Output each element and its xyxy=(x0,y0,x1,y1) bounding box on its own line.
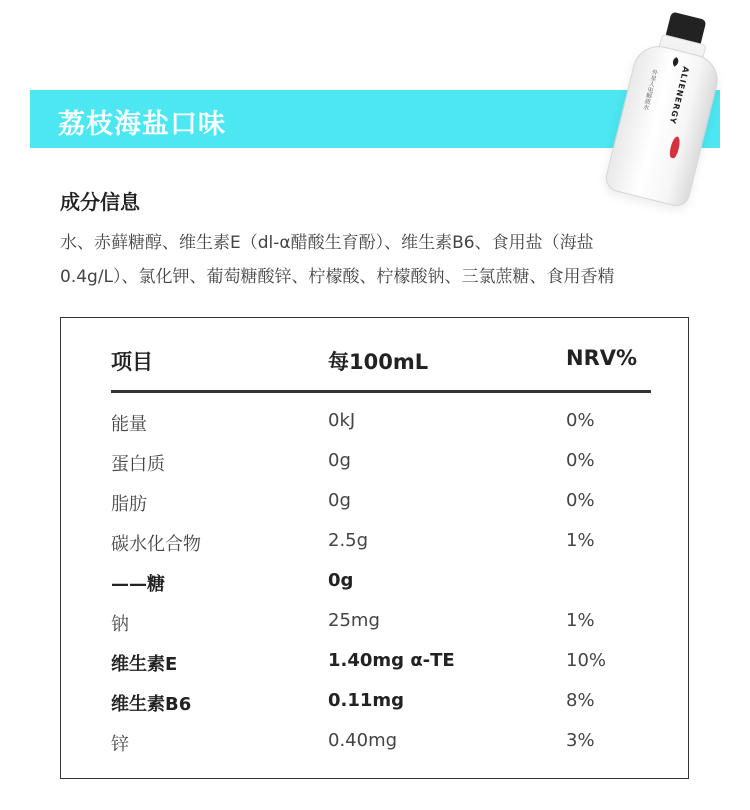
row-item: 锌 xyxy=(111,734,129,755)
header-item: 项目 xyxy=(111,350,153,374)
row-per100ml: 2.5g xyxy=(328,530,369,551)
row-item: 蛋白质 xyxy=(111,454,165,475)
row-nrv: 8% xyxy=(566,690,595,711)
row-per100ml: 1.40mg α-TE xyxy=(328,650,455,671)
bottle-sub-label: 外星人电解质水 xyxy=(641,68,659,111)
row-nrv: 0% xyxy=(566,410,595,431)
ingredients-title: 成分信息 xyxy=(60,190,140,214)
row-per100ml: 25mg xyxy=(328,610,380,631)
row-item: 碳水化合物 xyxy=(111,534,201,555)
row-per100ml: 0kJ xyxy=(328,410,356,431)
row-per100ml: 0g xyxy=(328,450,351,471)
table-header xyxy=(111,346,651,386)
row-nrv: 0% xyxy=(566,490,595,511)
table-row xyxy=(111,570,651,600)
table-row xyxy=(111,690,651,720)
bottle-brand: ALIENERGY xyxy=(667,65,691,126)
flavor-title: 荔枝海盐口味 xyxy=(58,109,226,140)
bottle-illustration xyxy=(589,2,750,215)
row-nrv: 1% xyxy=(566,530,595,551)
table-row xyxy=(111,490,651,520)
row-item: 脂肪 xyxy=(111,494,147,515)
row-nrv: 1% xyxy=(566,610,595,631)
header-nrv: NRV% xyxy=(566,346,638,370)
header-per100ml: 每100mL xyxy=(328,350,429,374)
row-per100ml: 0g xyxy=(328,570,354,591)
ingredients-text xyxy=(60,226,700,294)
row-per100ml: 0g xyxy=(328,490,351,511)
ingredients-line-2: 0.4g/L）、氯化钾、葡萄糖酸锌、柠檬酸、柠檬酸钠、三氯蔗糖、食用香精 xyxy=(60,267,615,287)
header-divider xyxy=(111,390,651,393)
row-item: ——糖 xyxy=(111,574,165,595)
table-row xyxy=(111,650,651,680)
table-row xyxy=(111,730,651,760)
row-per100ml: 0.11mg xyxy=(328,690,405,711)
row-item: 能量 xyxy=(111,414,147,435)
table-row xyxy=(111,450,651,480)
row-item: 钠 xyxy=(111,614,129,635)
table-row xyxy=(111,410,651,440)
row-nrv: 3% xyxy=(566,730,595,751)
row-item: 维生素E xyxy=(111,654,178,675)
row-item: 维生素B6 xyxy=(111,694,192,715)
row-per100ml: 0.40mg xyxy=(328,730,398,751)
table-row xyxy=(111,610,651,640)
row-nrv: 0% xyxy=(566,450,595,471)
row-nrv: 10% xyxy=(566,650,607,671)
ingredients-line-1: 水、赤藓糖醇、维生素E（dl-α醋酸生育酚）、维生素B6、食用盐（海盐 xyxy=(60,233,594,253)
nutrition-table xyxy=(60,317,689,779)
table-row xyxy=(111,530,651,560)
